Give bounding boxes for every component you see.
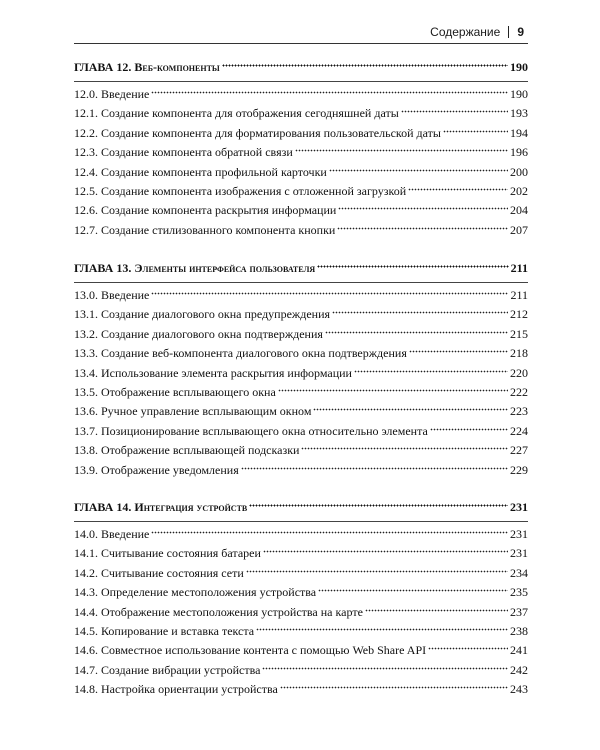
- entry-title: 14.1. Считывание состояния батареи: [74, 546, 261, 561]
- chapter-14-block: [74, 497, 528, 700]
- entry-title: 13.8. Отображение всплывающей подсказки: [74, 443, 300, 458]
- entry-title: 13.0. Введение: [74, 288, 150, 302]
- toc-entry[interactable]: [74, 325, 528, 344]
- entry-page-number: 215: [510, 326, 528, 341]
- toc-entry[interactable]: [74, 422, 528, 441]
- toc-entry[interactable]: [74, 583, 528, 602]
- entry-page-number: 235: [510, 585, 528, 600]
- entry-page-number: 194: [510, 125, 528, 140]
- toc-entry[interactable]: [74, 221, 528, 240]
- toc-entry[interactable]: [74, 143, 528, 162]
- entry-page-number: 231: [510, 527, 528, 541]
- toc-entry[interactable]: [74, 661, 528, 680]
- entry-title: 13.4. Использование элемента раскрытия информации: [74, 365, 352, 380]
- entry-title: 12.4. Создание компонента профильной карточки: [74, 164, 327, 179]
- toc-entry[interactable]: [74, 402, 528, 421]
- entry-page-number: 193: [510, 106, 528, 121]
- dot-leader: [317, 264, 508, 269]
- toc-entry[interactable]: [74, 461, 528, 480]
- entry-page-number: 224: [510, 423, 528, 438]
- dot-leader: [246, 569, 508, 574]
- chapter-heading[interactable]: [74, 258, 528, 278]
- entry-title: 13.9. Отображение уведомления: [74, 462, 239, 477]
- dot-leader: [337, 226, 508, 231]
- entry-title: 14.4. Отображение местоположения устройства на карте: [74, 604, 363, 619]
- dot-leader: [151, 530, 508, 535]
- dot-leader: [256, 627, 508, 632]
- dot-leader: [325, 330, 508, 335]
- entry-title: 14.5. Копирование и вставка текста: [74, 624, 255, 639]
- toc-entry[interactable]: [74, 441, 528, 460]
- toc-entry[interactable]: [74, 305, 528, 324]
- dot-leader: [430, 427, 508, 432]
- dot-leader: [241, 466, 508, 471]
- chapter-page-number: 231: [510, 500, 528, 514]
- toc-entry[interactable]: [74, 525, 528, 544]
- chapter-label: ГЛАВА 12.: [74, 60, 132, 74]
- entry-page-number: 242: [510, 662, 528, 677]
- chapter-13-block: [74, 258, 528, 480]
- chapter-title: Веб-компоненты: [134, 60, 220, 74]
- toc-entry[interactable]: [74, 564, 528, 583]
- entry-title: 13.6. Ручное управление всплывающим окном: [74, 404, 312, 419]
- dot-leader: [222, 63, 508, 68]
- entry-page-number: 222: [510, 385, 528, 400]
- dot-leader: [409, 349, 508, 354]
- dot-leader: [313, 407, 508, 412]
- toc-entry[interactable]: [74, 364, 528, 383]
- dot-leader: [262, 666, 508, 671]
- dot-leader: [332, 310, 508, 315]
- chapter-12-block: [74, 57, 528, 240]
- entry-title: 14.8. Настройка ориентации устройства: [74, 682, 278, 697]
- entry-page-number: 238: [510, 624, 528, 639]
- entry-page-number: 212: [510, 307, 528, 322]
- dot-leader: [301, 446, 508, 451]
- chapter-rule: [74, 81, 528, 82]
- toc-entry[interactable]: [74, 383, 528, 402]
- entry-title: 13.1. Создание диалогового окна предупреждения: [74, 307, 331, 322]
- entry-page-number: 223: [510, 404, 528, 419]
- chapter-title: Элементы интерфейса пользователя: [134, 261, 316, 275]
- chapter-heading-text: [74, 57, 220, 77]
- toc-entry[interactable]: [74, 104, 528, 123]
- entry-page-number: 231: [510, 546, 528, 561]
- dot-leader: [428, 646, 508, 651]
- section-title: Содержание: [430, 25, 501, 39]
- entry-title: 12.0. Введение: [74, 87, 150, 101]
- entry-title: 14.6. Совместное использование контента с помощью Web Share API: [74, 643, 427, 658]
- dot-leader: [318, 588, 508, 593]
- entry-page-number: 234: [510, 565, 528, 580]
- entry-title: 12.2. Создание компонента для форматирования пользовательской даты: [74, 125, 441, 140]
- entry-page-number: 204: [510, 203, 528, 218]
- entry-page-number: 200: [510, 164, 528, 179]
- dot-leader: [249, 503, 508, 508]
- entry-page-number: 237: [510, 604, 528, 619]
- toc-entry[interactable]: [74, 680, 528, 699]
- dot-leader: [365, 608, 508, 613]
- dot-leader: [408, 187, 508, 192]
- toc-entry[interactable]: [74, 85, 528, 104]
- toc-entry[interactable]: [74, 544, 528, 563]
- entry-page-number: 202: [510, 184, 528, 199]
- entry-title: 14.7. Создание вибрации устройства: [74, 662, 261, 677]
- chapter-heading[interactable]: [74, 57, 528, 77]
- page-number: 9: [517, 25, 524, 39]
- dot-leader: [443, 129, 508, 134]
- chapter-page-number: 211: [510, 261, 528, 275]
- entry-page-number: 229: [510, 462, 528, 477]
- entry-title: 13.2. Создание диалогового окна подтверждения: [74, 326, 323, 341]
- entry-title: 13.7. Позиционирование всплывающего окна относительно элемента: [74, 423, 428, 438]
- entry-page-number: 190: [510, 87, 528, 101]
- chapter-rule: [74, 521, 528, 522]
- dot-leader: [151, 90, 508, 95]
- chapter-heading-text: [74, 258, 315, 278]
- dot-leader: [329, 168, 508, 173]
- toc-entry[interactable]: [74, 603, 528, 622]
- entry-title: 14.0. Введение: [74, 527, 150, 541]
- dot-leader: [338, 206, 508, 211]
- toc-entry[interactable]: [74, 182, 528, 201]
- entry-page-number: 218: [510, 346, 528, 361]
- entry-page-number: 220: [510, 365, 528, 380]
- entry-title: 12.1. Создание компонента для отображения сегодняшней даты: [74, 106, 399, 121]
- toc-entry[interactable]: [74, 124, 528, 143]
- entry-title: 14.3. Определение местоположения устройства: [74, 585, 317, 600]
- chapter-label: ГЛАВА 13.: [74, 261, 132, 275]
- chapter-label: ГЛАВА 14.: [74, 500, 132, 514]
- entry-title: 12.6. Создание компонента раскрытия информации: [74, 203, 337, 218]
- entry-page-number: 241: [510, 643, 528, 658]
- entry-page-number: 207: [510, 222, 528, 237]
- entry-title: 12.5. Создание компонента изображения с отложенной загрузкой: [74, 184, 407, 199]
- toc-entry[interactable]: [74, 286, 528, 305]
- entry-page-number: 227: [510, 443, 528, 458]
- header-separator: [508, 26, 509, 38]
- chapter-rule: [74, 282, 528, 283]
- header-rule: [74, 43, 528, 44]
- dot-leader: [151, 291, 508, 296]
- dot-leader: [401, 109, 508, 114]
- entry-page-number: 211: [510, 288, 528, 302]
- entry-title: 14.2. Считывание состояния сети: [74, 565, 244, 580]
- chapter-page-number: 190: [510, 60, 528, 74]
- toc-entry[interactable]: [74, 163, 528, 182]
- toc-entry[interactable]: [74, 201, 528, 220]
- dot-leader: [354, 369, 508, 374]
- entry-title: 13.5. Отображение всплывающего окна: [74, 385, 276, 400]
- running-head: [430, 25, 524, 39]
- chapter-heading[interactable]: [74, 497, 528, 517]
- dot-leader: [263, 549, 508, 554]
- chapter-heading-text: [74, 497, 247, 517]
- toc-entry[interactable]: [74, 344, 528, 363]
- dot-leader: [278, 388, 508, 393]
- entry-page-number: 196: [510, 145, 528, 160]
- chapter-title: Интеграция устройств: [134, 500, 248, 514]
- entry-title: 12.7. Создание стилизованного компонента кнопки: [74, 222, 336, 237]
- entry-page-number: 243: [510, 682, 528, 697]
- dot-leader: [280, 685, 508, 690]
- toc-entry[interactable]: [74, 622, 528, 641]
- entry-title: 12.3. Создание компонента обратной связи: [74, 145, 293, 160]
- dot-leader: [295, 148, 508, 153]
- toc-entry[interactable]: [74, 641, 528, 660]
- entry-title: 13.3. Создание веб-компонента диалогового окна подтверждения: [74, 346, 407, 361]
